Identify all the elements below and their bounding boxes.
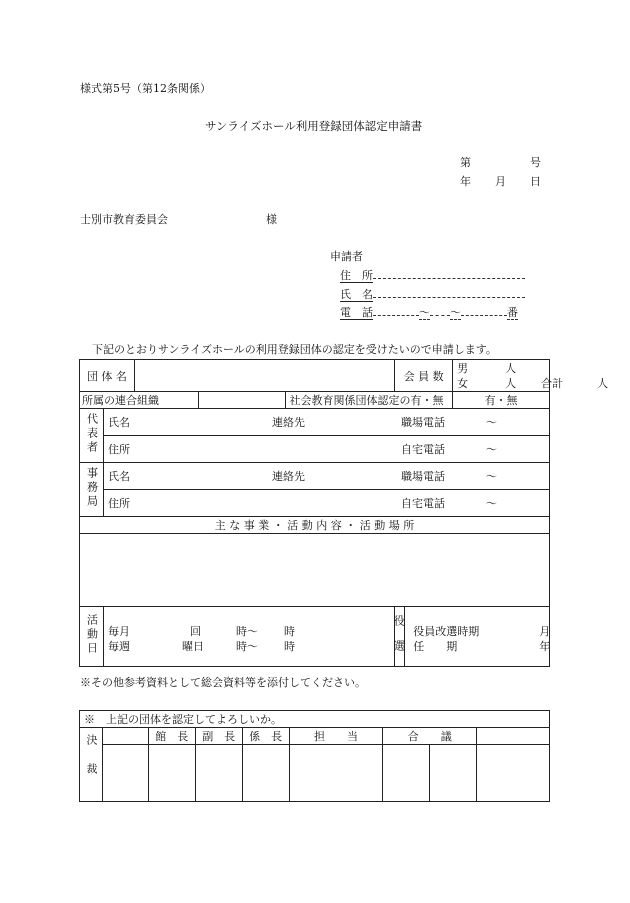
female-label: 女 — [457, 377, 469, 390]
office-home-phone-label: 自宅電話 — [400, 497, 445, 510]
kessai-label: 決裁 — [84, 734, 98, 792]
applicant-phone-sep-1: 〜 — [419, 306, 430, 319]
office-label: 事務局 — [85, 467, 99, 509]
social-ed-yes-no-text: 有・無 — [484, 394, 518, 407]
activity-day-label: 活動日 — [85, 614, 99, 656]
doc-no-go: 号 — [530, 156, 541, 169]
male-label: 男 — [457, 362, 469, 375]
col-kakaricho — [242, 728, 289, 745]
total-label: 合計 — [541, 377, 564, 390]
office-work-phone-label: 職場電話 — [400, 470, 445, 483]
federation-label-cell — [80, 392, 199, 409]
kessai-label-cell — [80, 728, 103, 802]
date-year: 年 — [460, 175, 471, 188]
stamp-header-extra — [477, 728, 550, 745]
applicant-phone-ban: 番 — [507, 306, 518, 319]
rep-home-phone-label: 自宅電話 — [400, 443, 445, 456]
weekly-to-label: 時 — [283, 640, 295, 653]
group-name-label: 団 体 名 — [86, 369, 127, 383]
col-kancho — [148, 728, 195, 745]
attachment-note: ※その他参考資料として総会資料等を添付してください。 — [80, 676, 366, 689]
applicant-phone-line-2 — [430, 306, 450, 316]
office-address-label: 住所 — [107, 497, 130, 510]
stamp-box-fukucho[interactable] — [195, 745, 242, 802]
office-label-cell — [80, 463, 104, 517]
col-tanto — [289, 728, 383, 745]
date-month: 月 — [495, 175, 506, 188]
applicant-phone-line-1 — [373, 306, 419, 316]
col-kakaricho-label: 係 長 — [249, 730, 283, 743]
rep-work-phone-tilde: 〜 — [485, 416, 497, 429]
applicant-phone-label: 電 話 — [340, 306, 373, 319]
officer-term-label: 任 期 — [413, 640, 458, 653]
monthly-from-label: 時〜 — [235, 625, 258, 638]
applicant-name-line — [373, 288, 525, 298]
page-title: サンライズホール利用登録団体認定申請書 — [205, 119, 423, 133]
col-fukucho — [195, 728, 242, 745]
application-table — [79, 359, 609, 667]
rep-address-label: 住所 — [107, 443, 130, 456]
applicant-name-label: 氏 名 — [340, 288, 373, 301]
social-ed-yes-no[interactable] — [453, 392, 550, 409]
date-day: 日 — [530, 175, 541, 188]
activities-header-cell — [80, 517, 550, 534]
applicant-heading: 申請者 — [330, 250, 363, 263]
officer-term-year: 年 — [539, 640, 551, 653]
approval-table — [79, 710, 550, 802]
federation-field[interactable] — [198, 392, 285, 409]
applicant-name-row — [340, 288, 525, 300]
kai-label: 回 — [189, 625, 201, 638]
maishu-label: 毎週 — [107, 640, 130, 653]
officers-label: 役選 — [392, 615, 406, 665]
office-contact-label: 連絡先 — [271, 470, 305, 483]
stamp-box-extra[interactable] — [477, 745, 550, 802]
doc-no-dai: 第 — [460, 156, 471, 169]
intro-text: 下記のとおりサンライズホールの利用登録団体の認定を受けたいので申請します。 — [92, 343, 497, 356]
stamp-box-tanto[interactable] — [289, 745, 383, 802]
weekly-from-label: 時〜 — [235, 640, 258, 653]
approval-text: ※ 上記の団体を認定してよろしいか。 — [84, 713, 282, 726]
col-aigi-label: 合 議 — [407, 730, 452, 743]
group-name-label-cell — [80, 360, 135, 392]
rep-name-label: 氏名 — [107, 416, 130, 429]
form-number: 様式第5号（第12条関係） — [80, 82, 211, 95]
female-nin: 人 — [505, 377, 517, 390]
activities-header: 主 な 事 業 ・ 活 動 内 容 ・ 活 動 場 所 — [214, 519, 415, 532]
federation-label: 所属の連合組織 — [82, 394, 159, 407]
applicant-phone-line-3 — [461, 306, 507, 316]
office-address-row[interactable] — [103, 490, 549, 517]
officer-change-month: 月 — [539, 625, 551, 638]
col-fukucho-label: 副 長 — [202, 730, 236, 743]
col-tanto-label: 担 当 — [313, 730, 358, 743]
applicant-address-row — [340, 269, 525, 281]
member-count-field[interactable] — [453, 360, 609, 392]
activity-day-label-cell — [80, 607, 104, 667]
maitsuki-label: 毎月 — [107, 625, 130, 638]
col-aigi — [383, 728, 477, 745]
rep-label-cell — [80, 409, 104, 463]
approval-text-cell — [80, 711, 550, 728]
group-name-field[interactable] — [134, 360, 394, 392]
addressee-sama: 様 — [266, 213, 277, 226]
stamp-box-aigi-1[interactable] — [383, 745, 430, 802]
youbi-label: 曜日 — [181, 640, 204, 653]
stamp-box-aigi-2[interactable] — [430, 745, 477, 802]
rep-name-row[interactable] — [103, 409, 549, 436]
monthly-to-label: 時 — [283, 625, 295, 638]
officers-field[interactable] — [405, 607, 550, 667]
rep-work-phone-label: 職場電話 — [400, 416, 445, 429]
officer-change-label: 役員改選時期 — [413, 625, 480, 638]
male-nin: 人 — [505, 362, 517, 375]
stamp-box-kakaricho[interactable] — [242, 745, 289, 802]
applicant-address-label: 住 所 — [340, 269, 373, 282]
rep-contact-label: 連絡先 — [271, 416, 305, 429]
member-count-label-cell — [395, 360, 453, 392]
social-ed-label-cell — [285, 392, 453, 409]
office-work-phone-tilde: 〜 — [485, 470, 497, 483]
stamp-box-1[interactable] — [102, 745, 148, 802]
activity-day-field[interactable] — [103, 607, 394, 667]
rep-label: 代表者 — [85, 413, 99, 455]
applicant-phone-sep-2: 〜 — [450, 306, 461, 319]
col-kancho-label: 館 長 — [155, 730, 189, 743]
total-nin: 人 — [597, 377, 609, 390]
office-home-phone-tilde: 〜 — [485, 497, 497, 510]
stamp-box-kancho[interactable] — [148, 745, 195, 802]
addressee: 士別市教育委員会 — [80, 213, 168, 226]
officers-label-cell — [392, 607, 406, 667]
office-name-row[interactable] — [103, 463, 549, 490]
rep-home-phone-tilde: 〜 — [485, 443, 497, 456]
activities-field[interactable] — [80, 534, 550, 607]
social-ed-label: 社会教育関係団体認定の有・無 — [289, 394, 444, 407]
applicant-address-line — [373, 269, 525, 279]
applicant-phone-row — [340, 306, 518, 318]
rep-address-row[interactable] — [103, 436, 549, 463]
stamp-header-blank — [102, 728, 148, 745]
office-name-label: 氏名 — [107, 470, 130, 483]
member-count-label: 会 員 数 — [403, 369, 444, 383]
